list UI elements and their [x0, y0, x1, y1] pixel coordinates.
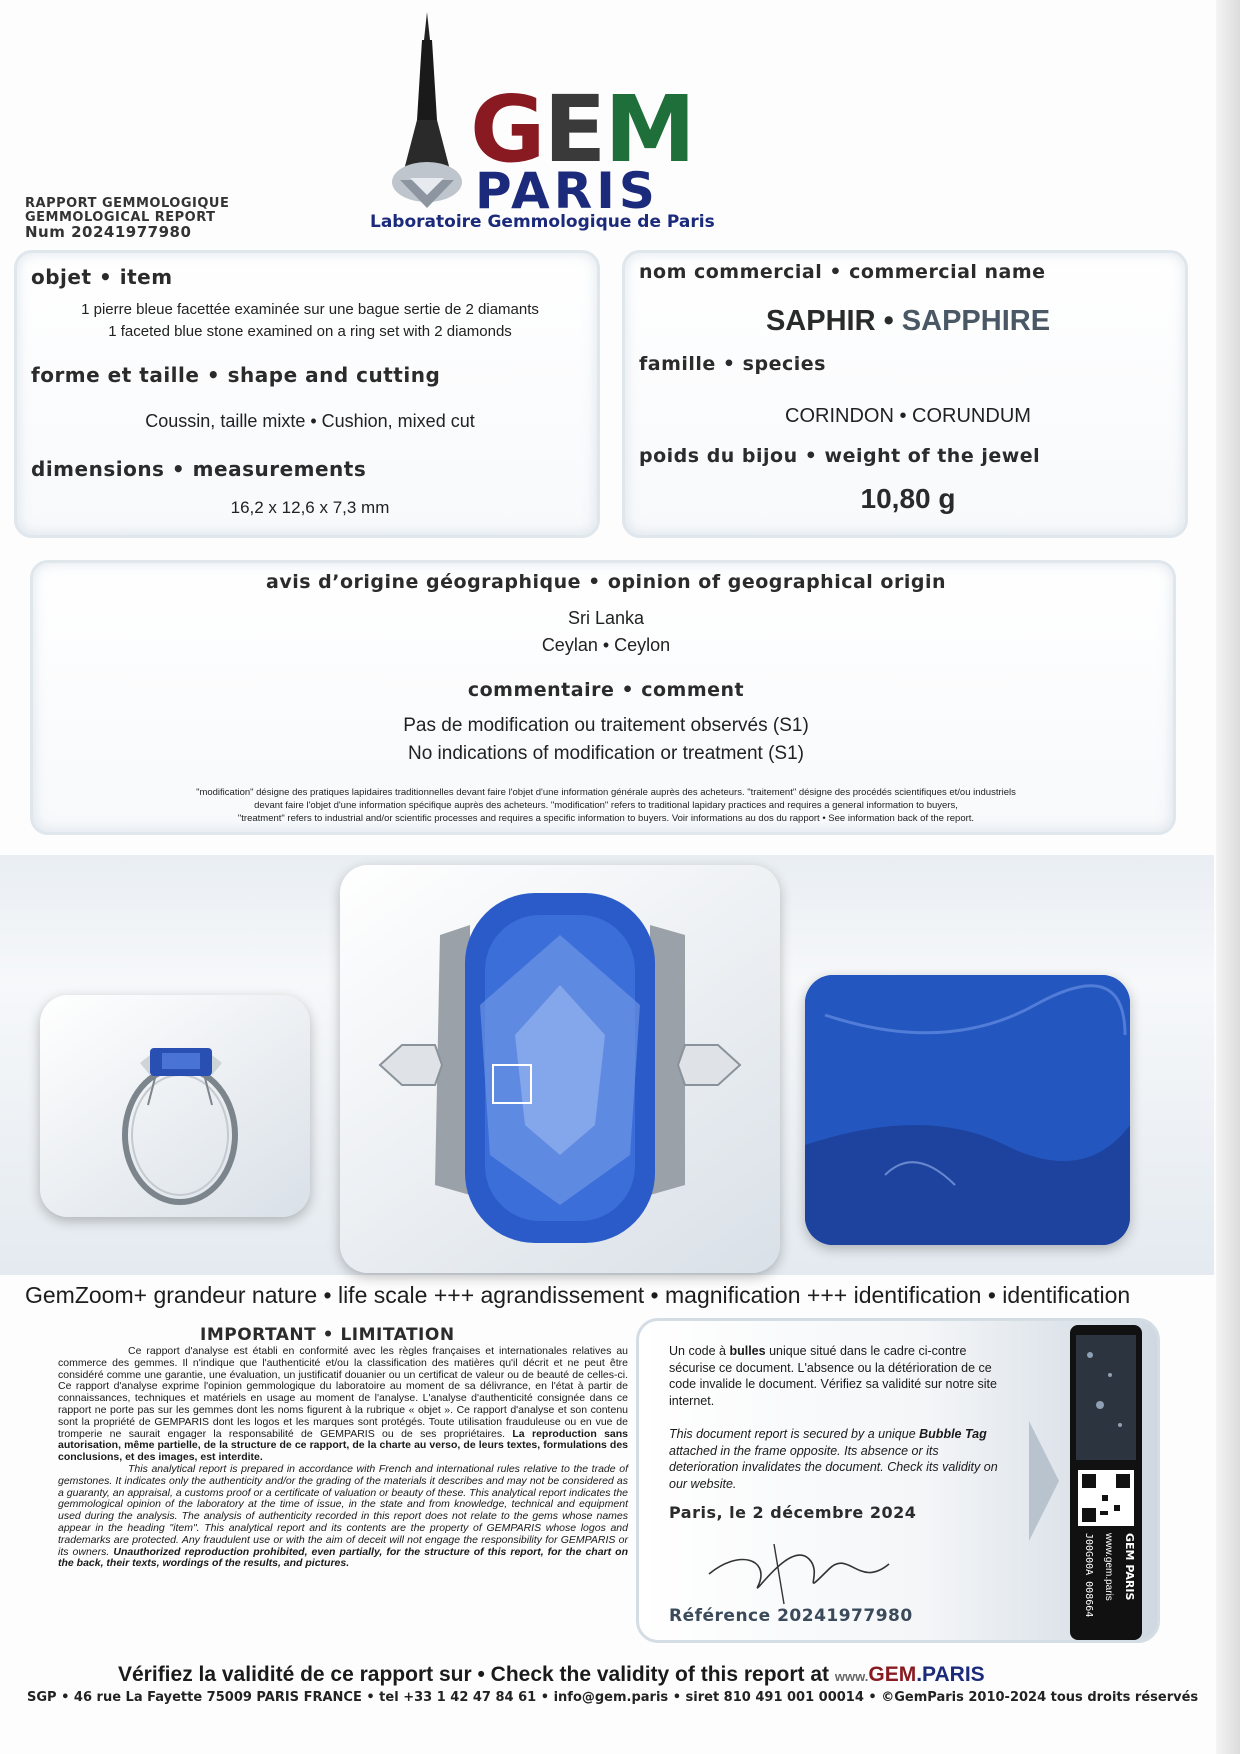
objet-line-fr: 1 pierre bleue facettée examinée sur une bague sertie de 2 diamants — [81, 301, 539, 318]
note-line3: "treatment" refers to industrial and/or scientific processes and requires a specific information to buyers. Voir informations au dos du rapport • See information back of the report. — [237, 813, 975, 824]
weight-value: 10,80 g — [860, 483, 956, 514]
verify-text: Vérifiez la validité de ce rapport sur • Check the validity of this report at — [118, 1663, 830, 1686]
commercial-name — [625, 305, 1191, 338]
gemzoom-photos — [0, 855, 1214, 1275]
important-fr — [58, 1346, 628, 1464]
origin-line1: Sri Lanka — [567, 608, 645, 628]
eiffel-tower-icon — [380, 10, 475, 210]
gemzoom-caption: GemZoom+ grandeur nature • life scale +++ agrandissement • magnification +++ identification • identification — [25, 1282, 1131, 1308]
reference-number: Référence 20241977980 — [669, 1606, 913, 1626]
ring-icon — [40, 995, 310, 1217]
important-text — [58, 1346, 628, 1570]
logo-letter: M — [604, 76, 694, 183]
logo-gem-letters — [470, 76, 694, 183]
important-title: IMPORTANT • LIMITATION — [200, 1325, 455, 1345]
footer-address: SGP • 46 rue La Fayette 75009 PARIS FRANCE • tel +33 1 42 47 84 61 • info@gem.paris • siret 810 491 001 00014 • ©GemParis 2010-2024 tous droits réservés — [27, 1690, 1199, 1705]
comment-heading: commentaire • comment — [467, 679, 745, 701]
shape-value: Coussin, taille mixte • Cushion, mixed cut — [145, 411, 475, 431]
bubble-en-bold: Bubble Tag — [919, 1427, 987, 1441]
report-number: Num 20241977980 — [25, 223, 192, 241]
bubble-fr-pre: Un code à — [669, 1344, 730, 1358]
tag-code: J00G00A 008664 — [1083, 1533, 1094, 1618]
issue-date: Paris, le 2 décembre 2024 — [669, 1503, 917, 1522]
arrow-right-icon — [1029, 1421, 1059, 1541]
lab-name: Laboratoire Gemmologique de Paris — [370, 212, 715, 232]
objet-heading: objet • item — [31, 265, 173, 289]
origin-heading: avis d’origine géographique • opinion of geographical origin — [266, 571, 946, 593]
report-label-fr: RAPPORT GEMMOLOGIQUE — [25, 196, 230, 211]
dim-heading: dimensions • measurements — [31, 457, 367, 481]
objet-line-en: 1 faceted blue stone examined on a ring set with 2 diamonds — [108, 323, 512, 340]
comment-en: No indications of modification or treatment (S1) — [407, 743, 804, 764]
verify-site-brand[interactable]: GEM — [868, 1663, 917, 1686]
weight-heading: poids du bijou • weight of the jewel — [639, 445, 1041, 467]
bubble-en-pre: This document report is secured by a unique — [669, 1427, 920, 1441]
important-fr-bold: La reproduction sans autorisation, même partielle, de la structure de ce rapport, de la charte au verso, de leurs textes, formulations des conclusions, et des images, est interdite. — [58, 1427, 628, 1464]
bubble-fr-post: unique situé dans le cadre ci-contre sécurise ce document. L'absence ou la détérioration de ce code invalide le document. Vérifiez sa validité sur notre site internet. — [669, 1344, 997, 1408]
microscope-inclusions-icon — [805, 975, 1130, 1245]
note-line2: devant faire l'objet d'une information spécifique auprès des acheteurs. "modification" refers to traditional lapidary practices and requires a general information to buyers, — [254, 800, 958, 811]
dim-value: 16,2 x 12,6 x 7,3 mm — [230, 498, 390, 517]
commercial-name-fr: SAPHIR — [765, 305, 876, 337]
commercial-name-en: SAPPHIRE — [901, 305, 1051, 337]
bubble-en-post: attached in the frame opposite. Its absence or its deterioration invalidates the document. Check its validity on our website. — [669, 1443, 998, 1491]
report-label-en: GEMMOLOGICAL REPORT — [25, 210, 216, 225]
verify-site-prefix: www. — [834, 1669, 869, 1684]
page-edge — [1216, 0, 1240, 1754]
species-value: CORINDON • CORUNDUM — [785, 405, 1031, 427]
sapphire-micro-photo — [805, 975, 1130, 1245]
bubble-tag — [1070, 1325, 1142, 1640]
signature-icon — [699, 1529, 899, 1609]
ring-magnified-photo — [340, 865, 780, 1273]
important-en — [58, 1464, 628, 1570]
logo-letter: G — [470, 76, 544, 183]
item-panel — [14, 250, 600, 538]
bubble-text-fr — [669, 1343, 999, 1409]
tag-brand: GEM PARIS — [1123, 1533, 1136, 1601]
origin-line2: Ceylan • Ceylon — [541, 635, 671, 655]
shape-heading: forme et taille • shape and cutting — [31, 363, 441, 387]
tag-site: www.gem.paris — [1103, 1533, 1114, 1601]
bubble-fr-bold: bulles — [729, 1344, 766, 1358]
logo-letter: E — [543, 76, 605, 183]
sapphire-ring-icon — [340, 865, 780, 1273]
note-line1: "modification" désigne des pratiques lapidaires traditionnelles devant faire l'objet d'une information générale auprès des acheteurs. "traitement" désigne des procédés scientifiques et/ou industriels — [196, 787, 1016, 798]
comment-fr: Pas de modification ou traitement observés (S1) — [403, 715, 809, 736]
report-label — [25, 197, 229, 239]
logo-paris: PARIS — [475, 162, 659, 220]
ring-life-scale-photo — [40, 995, 310, 1217]
verify-site-tld[interactable]: .PARIS — [916, 1663, 985, 1686]
important-fr-plain: Ce rapport d'analyse est établi en conformité avec les règles françaises et internationales relatives au commerce des gemmes. Il n'indique que l'authenticité et/ou la classification des matières qu'il décrit et ne peut être considéré comme une garantie, une évaluation, un justificatif douanier ou un certificat de valeur ou de beauté de celles-ci. Ce rapport d'analyse exprime l'opinion gemmologique du laboratoire au moment de sa délivrance, en l'état à partir de connaissances, techniques et matériels en usage au moment de l'analyse. L'analyse d'authenticité consignée dans ce rapport ne porte pas sur les gemmes dont les noms figurent à la rubrique « objet ». Ce rapport d'analyse et son contenu sont la propriété de GEMPARIS dont les logos et les marques sont protégés. Toute utilisation frauduleuse ou en vue de tromperie ne saurait engager la responsabilité de GEMPARIS ou de ses propriétaires. — [58, 1345, 628, 1440]
bubble-text-en — [669, 1426, 999, 1492]
important-en-bold: Unauthorized reproduction prohibited, even partially, for the structure of this report, for the chart on the back, their texts, wordings of the results, and pictures. — [58, 1545, 629, 1570]
important-en-plain: This analytical report is prepared in accordance with French and international rules relative to the trade of gemstones. It indicates only the authenticity and/or the grading of the materials it describes and may not be considered as a guaranty, an appraisal, a customs proof or a certificate of valuation or beauty of these. This analytical report indicates the gemmological opinion of the laboratory at the time of issue, in the state and from knowledge, technical and equipment used during the analysis. The analysis of authenticity recorded in this report does not relate to the gems whose names appear in the heading "item". This analytical report and its contents are the property of GEMPARIS whose logos and trademarks are protected. Any fraudulent use or with the aim of deceit will not engage the responsibility for GEMPARIS or its owners. — [58, 1462, 628, 1558]
species-heading: famille • species — [639, 353, 826, 375]
commercial-name-sep: • — [875, 305, 902, 337]
origin-panel — [30, 560, 1176, 835]
verify-line — [118, 1663, 985, 1687]
commercial-panel — [622, 250, 1188, 538]
gem-paris-logo — [370, 10, 820, 232]
commercial-name-heading: nom commercial • commercial name — [639, 261, 1046, 283]
